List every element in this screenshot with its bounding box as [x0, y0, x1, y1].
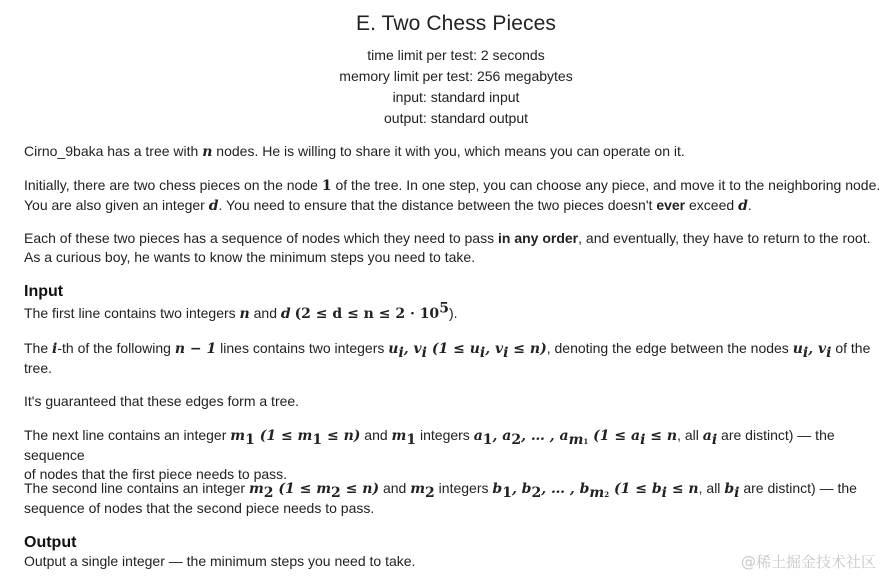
- math-a: a: [473, 428, 483, 444]
- math-sub: i: [661, 484, 667, 501]
- output-spec: output: standard output: [384, 110, 528, 126]
- watermark: @稀土掘金技术社区: [740, 553, 876, 571]
- text: integers: [416, 427, 474, 443]
- text: ).: [448, 305, 458, 321]
- text: , all: [698, 480, 725, 496]
- math-sub: i: [802, 344, 809, 361]
- math-sub: 2: [511, 431, 522, 448]
- math-sub: 1: [502, 484, 512, 501]
- math-b: , … , b: [541, 481, 590, 497]
- math-d: d: [280, 306, 291, 322]
- math-sub: i: [479, 344, 486, 361]
- input-spec: input: standard input: [392, 89, 520, 105]
- math-constraint: (1 ≤ b: [609, 481, 662, 497]
- math-sub: 2: [263, 484, 274, 501]
- math-exponent: 5: [439, 300, 449, 317]
- input-section-title: Input: [24, 283, 64, 300]
- text: sequence of nodes that the second piece needs to pass.: [24, 500, 375, 516]
- math-v: , v: [808, 341, 827, 357]
- math-u: u: [792, 341, 803, 357]
- math-sub: i: [711, 431, 718, 448]
- output-line-1: Output a single integer — the minimum steps you need to take.: [24, 553, 416, 569]
- math-sub: 1: [406, 431, 417, 448]
- math-n: n: [202, 144, 213, 160]
- text: lines contains two integers: [216, 340, 389, 356]
- statement-paragraph-3: [24, 229, 890, 267]
- text: and: [249, 305, 281, 321]
- math-sub: 2: [531, 484, 542, 501]
- output-section-title: Output: [24, 534, 77, 551]
- math-constraint: ≤ n): [340, 481, 380, 497]
- math-i: i: [52, 341, 58, 357]
- math-sub: i: [398, 344, 404, 361]
- text: of nodes that the first piece needs to pass.: [24, 466, 288, 482]
- text: are distinct) — the: [739, 480, 857, 496]
- math-one: 1: [321, 178, 332, 194]
- text: The first line contains two integers: [24, 305, 240, 321]
- text: are distinct) — the sequence: [24, 427, 835, 463]
- math-n: n: [239, 306, 250, 322]
- text: As a curious boy, he wants to know the minimum steps you need to take.: [24, 249, 476, 265]
- math-m: m: [410, 481, 426, 497]
- math-a: , … , a: [521, 428, 569, 444]
- math-m: m: [230, 428, 246, 444]
- text: The: [24, 340, 53, 356]
- math-sub: i: [640, 431, 646, 448]
- math-constraint: (2 ≤ d ≤ n ≤ 2 · 10: [294, 306, 440, 322]
- text: .: [747, 197, 752, 213]
- problem-limits: [0, 45, 894, 129]
- text: Cirno_9baka has a tree with: [24, 143, 203, 159]
- text: Initially, there are two chess pieces on the node: [24, 177, 322, 193]
- bold-text: in any order: [497, 230, 579, 246]
- bold-text: ever: [656, 197, 686, 213]
- memory-limit: memory limit per test: 256 megabytes: [339, 68, 573, 84]
- text: You are also given an integer: [24, 197, 209, 213]
- math-n-minus-1: n − 1: [174, 341, 217, 357]
- math-d: d: [738, 198, 748, 214]
- math-constraint: (1 ≤ m: [254, 428, 313, 444]
- math-sub: i: [826, 344, 832, 361]
- math-b: b: [724, 481, 735, 497]
- math-constraint: ≤ n): [508, 341, 547, 357]
- input-line-3: It's guaranteed that these edges form a tree.: [24, 393, 300, 409]
- input-line-2: [24, 339, 890, 378]
- text: of the: [831, 340, 871, 356]
- text: and: [379, 480, 411, 496]
- statement-paragraph-1: [24, 142, 890, 162]
- input-line-1: [24, 300, 890, 324]
- math-constraint: ≤ n): [322, 428, 361, 444]
- math-sub: i: [734, 484, 740, 501]
- math-constraint: ≤ n: [666, 481, 699, 497]
- text: -th of the following: [57, 340, 175, 356]
- math-sub: 1: [482, 431, 493, 448]
- math-sub: m: [589, 484, 605, 501]
- math-constraint: , v: [485, 341, 504, 357]
- math-constraint: (1 ≤ u: [426, 341, 480, 357]
- input-line-4: [24, 426, 890, 484]
- math-m: m: [391, 428, 407, 444]
- math-v: , v: [403, 341, 422, 357]
- text: tree.: [24, 360, 53, 376]
- input-line-5: [24, 479, 890, 518]
- text: The second line contains an integer: [24, 480, 249, 496]
- math-sub: 1: [245, 431, 255, 448]
- math-sub: i: [503, 344, 509, 361]
- math-sub: 1: [312, 431, 323, 448]
- math-constraint: (1 ≤ a: [588, 428, 641, 444]
- problem-title: E. Two Chess Pieces: [356, 12, 556, 35]
- math-sub: 1: [583, 436, 589, 446]
- text: The next line contains an integer: [24, 427, 231, 443]
- text: Each of these two pieces has a sequence of nodes which they need to pass: [24, 230, 498, 246]
- math-a: , a: [492, 428, 512, 444]
- math-constraint: (1 ≤ m: [273, 481, 332, 497]
- math-d: d: [208, 198, 219, 214]
- statement-paragraph-2: [24, 176, 890, 216]
- text: , denoting the edge between the nodes: [546, 340, 793, 356]
- math-sub: 2: [604, 489, 610, 499]
- text: . You need to ensure that the distance between the two pieces doesn't: [218, 197, 657, 213]
- text: , and eventually, they have to return to the root.: [578, 230, 871, 246]
- text: of the tree. In one step, you can choose any piece, and move it to the neighboring node.: [331, 177, 881, 193]
- time-limit: time limit per test: 2 seconds: [367, 47, 545, 63]
- math-u: u: [388, 341, 399, 357]
- math-sub: 2: [425, 484, 435, 501]
- math-m: m: [248, 481, 264, 497]
- text: integers: [434, 480, 493, 496]
- text: exceed: [685, 197, 739, 213]
- text: and: [360, 427, 392, 443]
- math-b: , b: [511, 481, 532, 497]
- math-sub: 2: [331, 484, 341, 501]
- math-constraint: ≤ n: [645, 428, 678, 444]
- text: , all: [677, 427, 703, 443]
- math-b: b: [492, 481, 503, 497]
- math-sub: i: [421, 344, 427, 361]
- math-sub: m: [568, 431, 584, 448]
- math-a: a: [702, 428, 712, 444]
- text: nodes. He is willing to share it with you, which means you can operate on it.: [212, 143, 685, 159]
